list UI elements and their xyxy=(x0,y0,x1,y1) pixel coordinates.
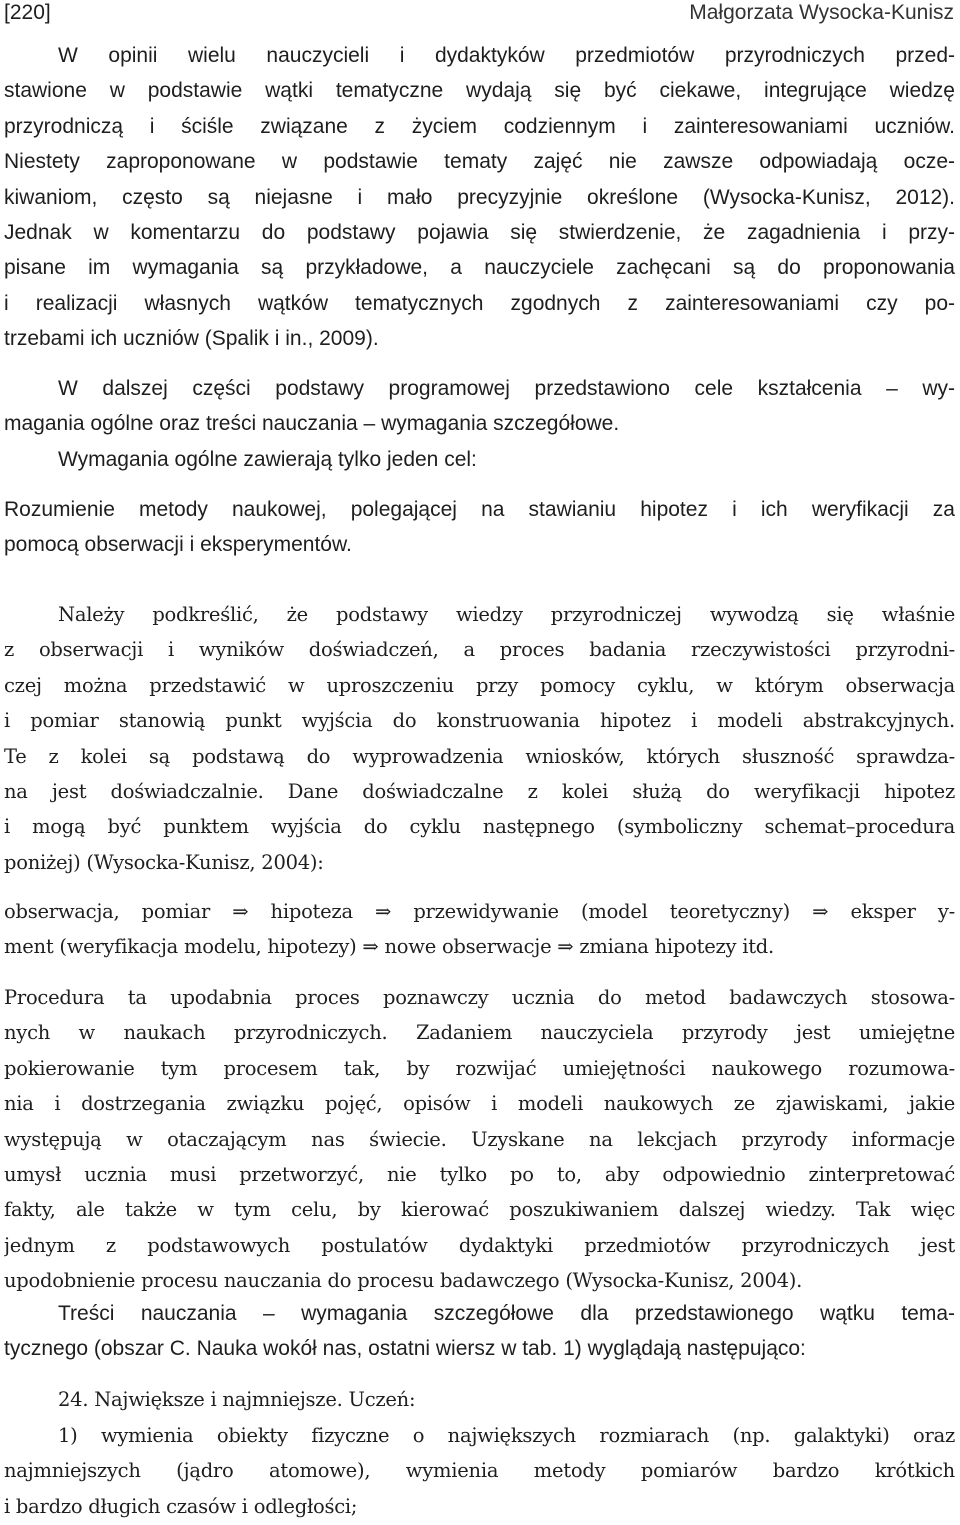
text-line: nia i dostrzegania związku pojęć, opisów i modeli naukowych ze zjawiskami, jakie xyxy=(4,1092,955,1116)
text-line: 1) wymienia obiekty fizyczne o największych rozmiarach (np. galaktyki) oraz xyxy=(58,1424,955,1447)
text-line: W opinii wielu nauczycieli i dydaktyków przedmiotów przyrodniczych przed- xyxy=(58,44,955,67)
text-line: nych w naukach przyrodniczych. Zadaniem nauczyciela przyrody jest umiejętne xyxy=(4,1021,955,1045)
text-line: Niestety zaproponowane w podstawie tematy zajęć nie zawsze odpowiadają ocze- xyxy=(4,150,955,174)
text-line: kiwaniom, często są niejasne i mało precyzyjnie określone (Wysocka-Kunisz, 2012). xyxy=(4,185,955,209)
text-line: tycznego (obszar C. Nauka wokół nas, ostatni wiersz w tab. 1) wyglądają następująco: xyxy=(4,1337,806,1361)
page-number: [220] xyxy=(4,1,51,24)
text-line: ment (weryfikacja modelu, hipotezy) ⇒ nowe obserwacje ⇒ zmiana hipotezy itd. xyxy=(4,935,774,959)
text-line: i pomiar stanowią punkt wyjścia do konstruowania hipotez i modeli abstrakcyjnych. xyxy=(4,709,955,733)
text-line: występują w otaczającym nas świecie. Uzyskane na lekcjach przyrody informacje xyxy=(4,1127,955,1151)
text-line: umysł ucznia musi przetworzyć, nie tylko po to, aby odpowiednio zinterpretować xyxy=(4,1163,955,1186)
text-line: na jest doświadczalnie. Dane doświadczalne z kolei służą do weryfikacji hipotez xyxy=(4,780,955,803)
text-line: obserwacja, pomiar ⇒ hipoteza ⇒ przewidywanie (model teoretyczny) ⇒ eksper y- xyxy=(4,900,955,923)
text-line: czej można przedstawić w uproszczeniu przy pomocy cyklu, w którym obserwacja xyxy=(4,673,955,697)
text-line: magania ogólne oraz treści nauczania – wymagania szczegółowe. xyxy=(4,412,620,436)
text-line: pokierowanie tym procesem tak, by rozwijać umiejętności naukowego rozumowa- xyxy=(4,1056,955,1080)
text-line: trzebami ich uczniów (Spalik i in., 2009). xyxy=(4,327,379,351)
text-line: Te z kolei są podstawą do wyprowadzenia wniosków, których słuszność sprawdza- xyxy=(4,744,955,768)
text-line: najmniejszych (jądro atomowe), wymienia metody pomiarów bardzo krótkich xyxy=(4,1459,955,1483)
text-line: pomocą obserwacji i eksperymentów. xyxy=(4,533,352,557)
text-line: Należy podkreślić, że podstawy wiedzy przyrodniczej wywodzą się właśnie xyxy=(58,603,955,626)
running-header xyxy=(0,0,960,26)
text-line: z obserwacji i wyników doświadczeń, a proces badania rzeczywistości przyrodni- xyxy=(4,638,955,662)
text-line: Jednak w komentarzu do podstawy pojawia się stwierdzenie, że zagadnienia i przy- xyxy=(4,221,955,244)
text-line: Treści nauczania – wymagania szczegółowe dla przedstawionego wątku tema- xyxy=(58,1302,955,1325)
text-line: Rozumienie metody naukowej, polegającej na stawianiu hipotez i ich weryfikacji za xyxy=(4,498,955,521)
text-line: fakty, ale także w tym celu, by kierować poszukiwaniem dalszej wiedzy. Tak więc xyxy=(4,1198,955,1222)
text-line: przyrodniczą i ściśle związane z życiem codziennym i zainteresowaniami uczniów. xyxy=(4,114,955,138)
text-line: i bardzo długich czasów i odległości; xyxy=(4,1494,358,1518)
text-line: W dalszej części podstawy programowej przedstawiono cele kształcenia – wy- xyxy=(58,377,955,400)
running-header-author: Małgorzata Wysocka-Kunisz xyxy=(689,1,954,24)
text-line: i mogą być punktem wyjścia do cyklu następnego (symboliczny schemat–procedura xyxy=(4,815,955,839)
text-line: upodobnienie procesu nauczania do procesu badawczego (Wysocka-Kunisz, 2004). xyxy=(4,1269,803,1293)
text-line: stawione w podstawie wątki tematyczne wydają się być ciekawe, integrujące wiedzę xyxy=(4,79,955,103)
text-line: poniżej) (Wysocka-Kunisz, 2004): xyxy=(4,850,324,874)
text-line: Procedura ta upodabnia proces poznawczy ucznia do metod badawczych stosowa- xyxy=(4,986,955,1009)
text-line: i realizacji własnych wątków tematycznych zgodnych z zainteresowaniami czy po- xyxy=(4,291,955,315)
text-line: 24. Największe i najmniejsze. Uczeń: xyxy=(58,1388,416,1411)
text-line: jednym z podstawowych postulatów dydaktyki przedmiotów przyrodniczych jest xyxy=(4,1233,955,1257)
text-line: pisane im wymagania są przykładowe, a nauczyciele zachęcani są do proponowania xyxy=(4,256,955,280)
text-line: Wymagania ogólne zawierają tylko jeden cel: xyxy=(58,448,477,471)
